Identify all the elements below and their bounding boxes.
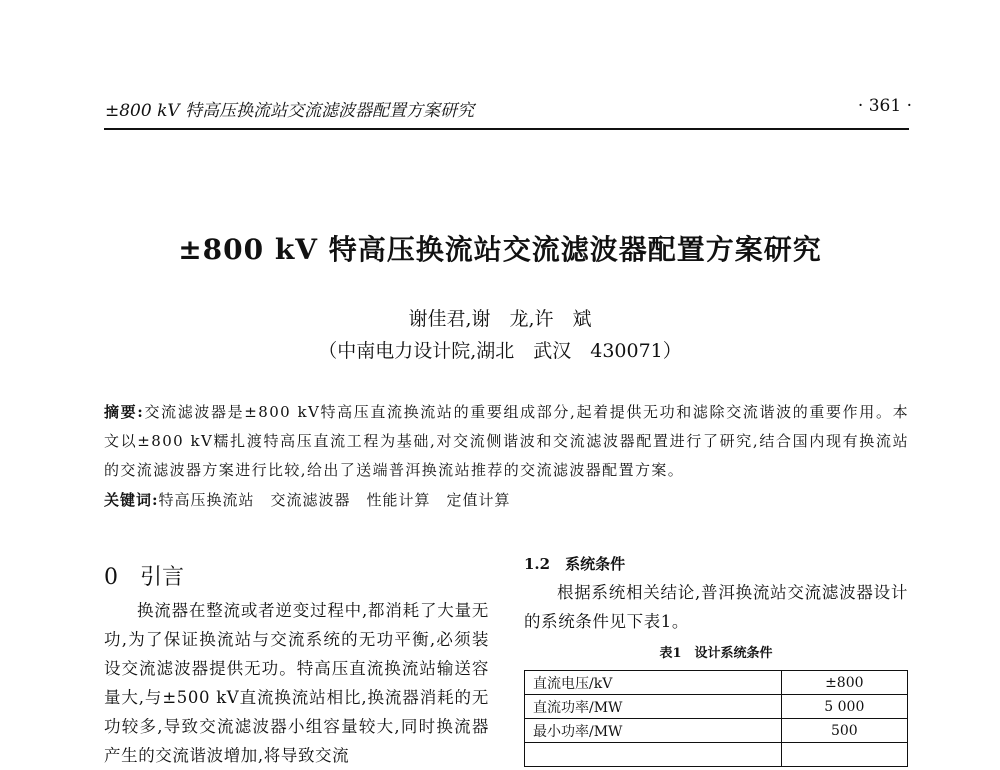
paper-authors: 谢佳君,谢 龙,许 斌	[408, 308, 592, 330]
table-cell-value: 5 000	[781, 695, 907, 719]
keywords-label: 关键词:	[104, 491, 159, 509]
abstract-label: 摘要:	[104, 403, 145, 421]
section-1-2-paragraph: 根据系统相关结论,普洱换流站交流滤波器设计的系统条件见下表1。	[524, 583, 908, 631]
paper-affiliation: （中南电力设计院,湖北 武汉 430071）	[318, 340, 682, 362]
table-row	[525, 695, 908, 719]
table-cell-label: 直流电压/kV	[525, 671, 782, 695]
table-row	[525, 719, 908, 743]
section-0-paragraph: 换流器在整流或者逆变过程中,都消耗了大量无功,为了保证换流站与交流系统的无功平衡,必须装设交流滤波器提供无功。特高压直流换流站输送容量大,与±500 kV直流换流站相比,换流器消耗的无功较多,导致交流滤波器小组容量较大,同时换流器产生的交流谐波增加,将导致交流	[104, 601, 489, 765]
abstract	[104, 398, 909, 485]
table-cell-value: ±800	[781, 671, 907, 695]
section-0-body	[104, 596, 489, 770]
section-0-heading: 0 引言	[104, 565, 184, 590]
table-cell-value: 500	[781, 719, 907, 743]
section-1-2-heading: 1.2 系统条件	[524, 555, 626, 573]
keywords	[104, 489, 909, 510]
keywords-text: 特高压换流站 交流滤波器 性能计算 定值计算	[158, 491, 511, 509]
running-title: ±800 kV 特高压换流站交流滤波器配置方案研究	[105, 101, 475, 121]
header-rule	[104, 128, 909, 130]
table-cell-label: 直流功率/MW	[525, 695, 782, 719]
table-cell-label	[525, 743, 782, 767]
abstract-text: 交流滤波器是±800 kV特高压直流换流站的重要组成部分,起着提供无功和滤除交流谐波的重要作用。本文以±800 kV糯扎渡特高压直流工程为基础,对交流侧谐波和交流滤波器配置进行了研究,结合国内现有换流站的交流滤波器方案进行比较,给出了送端普洱换流站推荐的交流滤波器配置方案。	[104, 403, 909, 479]
page-number: · 361 ·	[857, 96, 912, 116]
section-1-2-body	[524, 578, 908, 636]
paper-title: ±800 kV 特高压换流站交流滤波器配置方案研究	[178, 233, 822, 266]
table-row	[525, 743, 908, 767]
table-1	[524, 670, 908, 767]
table-1-caption: 表1 设计系统条件	[659, 646, 773, 661]
table-cell-value	[781, 743, 907, 767]
table-cell-label: 最小功率/MW	[525, 719, 782, 743]
table-row	[525, 671, 908, 695]
